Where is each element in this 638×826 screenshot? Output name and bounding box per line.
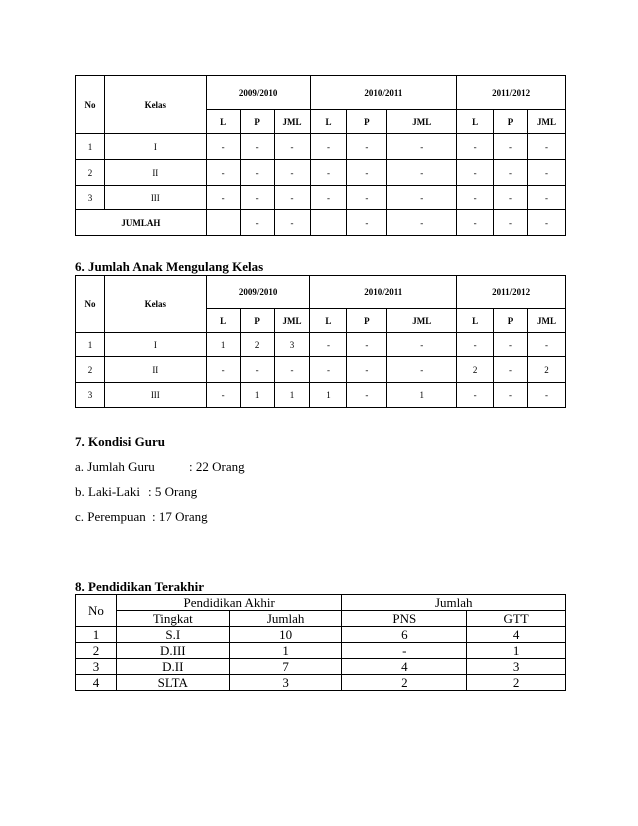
cell: 1 (387, 383, 457, 408)
cell: - (274, 134, 310, 160)
sub-header: P (240, 309, 274, 333)
cell-kelas: I (104, 134, 206, 160)
jumlah-header: Jumlah (229, 611, 342, 627)
cell: 2 (240, 333, 274, 357)
cell: - (310, 357, 347, 383)
sub-header: JML (387, 110, 457, 134)
teacher-total-line (75, 459, 245, 475)
cell: 1 (240, 383, 274, 408)
cell-gtt: 1 (467, 643, 566, 659)
table-row (76, 186, 566, 210)
cell-no: 1 (76, 627, 117, 643)
no-header: No (76, 276, 105, 333)
cell: 2 (457, 357, 494, 383)
cell-pns: - (342, 643, 467, 659)
table-row (76, 160, 566, 186)
cell: 2 (527, 357, 565, 383)
cell: - (527, 134, 565, 160)
table-row (76, 357, 566, 383)
cell: - (310, 160, 347, 186)
year-header: 2010/2011 (310, 276, 457, 309)
female-teacher-value: : 17 Orang (152, 509, 208, 524)
year-header: 2011/2012 (457, 76, 566, 110)
cell: - (457, 134, 494, 160)
cell: - (527, 186, 565, 210)
cell: - (527, 210, 565, 236)
female-teacher-label: c. Perempuan (75, 509, 146, 524)
cell: - (494, 160, 528, 186)
cell-no: 2 (76, 357, 105, 383)
table-row (76, 675, 566, 691)
cell: 1 (310, 383, 347, 408)
total-row (76, 210, 566, 236)
sub-header: P (494, 110, 528, 134)
cell-kelas: III (104, 186, 206, 210)
cell (206, 210, 240, 236)
sub-header: L (310, 110, 347, 134)
cell: - (347, 186, 387, 210)
cell-pns: 6 (342, 627, 467, 643)
cell: - (240, 210, 274, 236)
cell-tingkat: SLTA (116, 675, 229, 691)
cell: - (206, 383, 240, 408)
cell-no: 4 (76, 675, 117, 691)
cell: - (387, 160, 457, 186)
male-teacher-label: b. Laki-Laki (75, 484, 140, 499)
table-row (76, 627, 566, 643)
cell-jumlah: 3 (229, 675, 342, 691)
cell-no: 1 (76, 333, 105, 357)
cell: - (310, 333, 347, 357)
cell-kelas: III (104, 383, 206, 408)
sub-header: JML (274, 110, 310, 134)
cell: - (347, 383, 387, 408)
cell: 1 (206, 333, 240, 357)
cell: - (347, 210, 387, 236)
cell-gtt: 4 (467, 627, 566, 643)
male-teacher-value: : 5 Orang (148, 484, 198, 499)
cell: - (240, 134, 274, 160)
cell-tingkat: D.II (116, 659, 229, 675)
cell: - (274, 210, 310, 236)
sub-header: JML (527, 309, 565, 333)
cell: - (347, 134, 387, 160)
sub-header: L (457, 110, 494, 134)
cell: - (310, 186, 347, 210)
cell: - (527, 333, 565, 357)
cell: - (206, 186, 240, 210)
cell-jumlah: 7 (229, 659, 342, 675)
cell: - (457, 186, 494, 210)
cell-jumlah: 1 (229, 643, 342, 659)
section-8-title: 8. Pendidikan Terakhir (75, 579, 204, 594)
sub-header: JML (527, 110, 565, 134)
table-row (76, 134, 566, 160)
sub-header: P (494, 309, 528, 333)
cell: - (274, 186, 310, 210)
cell: - (240, 357, 274, 383)
no-header: No (76, 76, 105, 134)
teacher-total-value: : 22 Orang (189, 459, 245, 474)
cell: - (347, 357, 387, 383)
cell-no: 3 (76, 383, 105, 408)
education-table (75, 594, 566, 691)
year-header: 2010/2011 (310, 76, 457, 110)
no-header: No (76, 595, 117, 627)
table-row (76, 383, 566, 408)
repeat-class-table (75, 275, 566, 408)
cell-gtt: 3 (467, 659, 566, 675)
cell: - (527, 383, 565, 408)
sub-header: P (347, 110, 387, 134)
cell: - (274, 357, 310, 383)
cell-tingkat: D.III (116, 643, 229, 659)
cell: - (527, 160, 565, 186)
cell: - (457, 383, 494, 408)
cell: - (310, 134, 347, 160)
cell: - (387, 134, 457, 160)
cell: - (494, 333, 528, 357)
cell: - (457, 160, 494, 186)
class-stats-table (75, 75, 566, 236)
section-7-title: 7. Kondisi Guru (75, 434, 165, 449)
sub-header: L (206, 110, 240, 134)
cell: 1 (274, 383, 310, 408)
cell: - (274, 160, 310, 186)
cell-no: 1 (76, 134, 105, 160)
cell-pns: 2 (342, 675, 467, 691)
cell (310, 210, 347, 236)
total-label: JUMLAH (76, 210, 207, 236)
cell: - (494, 134, 528, 160)
cell: - (494, 383, 528, 408)
cell-no: 3 (76, 659, 117, 675)
cell-pns: 4 (342, 659, 467, 675)
cell: - (240, 186, 274, 210)
sub-header: L (206, 309, 240, 333)
pendidikan-akhir-header: Pendidikan Akhir (116, 595, 342, 611)
cell: - (494, 357, 528, 383)
year-header: 2011/2012 (457, 276, 566, 309)
cell: - (347, 333, 387, 357)
cell: 3 (274, 333, 310, 357)
cell: - (347, 160, 387, 186)
cell: - (206, 357, 240, 383)
cell-kelas: I (104, 333, 206, 357)
male-teacher-line (75, 484, 198, 500)
sub-header: JML (387, 309, 457, 333)
sub-header: JML (274, 309, 310, 333)
kelas-header: Kelas (104, 76, 206, 134)
cell: - (387, 333, 457, 357)
cell-no: 2 (76, 160, 105, 186)
cell-jumlah: 10 (229, 627, 342, 643)
kelas-header: Kelas (104, 276, 206, 333)
table-row (76, 659, 566, 675)
cell-tingkat: S.I (116, 627, 229, 643)
cell: - (206, 160, 240, 186)
cell: - (387, 186, 457, 210)
cell: - (457, 210, 494, 236)
table-row (76, 643, 566, 659)
cell-gtt: 2 (467, 675, 566, 691)
cell-kelas: II (104, 160, 206, 186)
jumlah-group-header: Jumlah (342, 595, 566, 611)
year-header: 2009/2010 (206, 276, 310, 309)
cell: - (494, 210, 528, 236)
sub-header: P (347, 309, 387, 333)
cell-no: 3 (76, 186, 105, 210)
sub-header: L (457, 309, 494, 333)
cell: - (457, 333, 494, 357)
tingkat-header: Tingkat (116, 611, 229, 627)
cell: - (387, 357, 457, 383)
sub-header: L (310, 309, 347, 333)
pns-header: PNS (342, 611, 467, 627)
gtt-header: GTT (467, 611, 566, 627)
cell-no: 2 (76, 643, 117, 659)
teacher-total-label: a. Jumlah Guru (75, 459, 155, 474)
cell: - (387, 210, 457, 236)
sub-header: P (240, 110, 274, 134)
female-teacher-line (75, 509, 208, 525)
section-6-title: 6. Jumlah Anak Mengulang Kelas (75, 259, 264, 274)
cell: - (240, 160, 274, 186)
cell-kelas: II (104, 357, 206, 383)
cell: - (494, 186, 528, 210)
table-row (76, 333, 566, 357)
cell: - (206, 134, 240, 160)
year-header: 2009/2010 (206, 76, 310, 110)
